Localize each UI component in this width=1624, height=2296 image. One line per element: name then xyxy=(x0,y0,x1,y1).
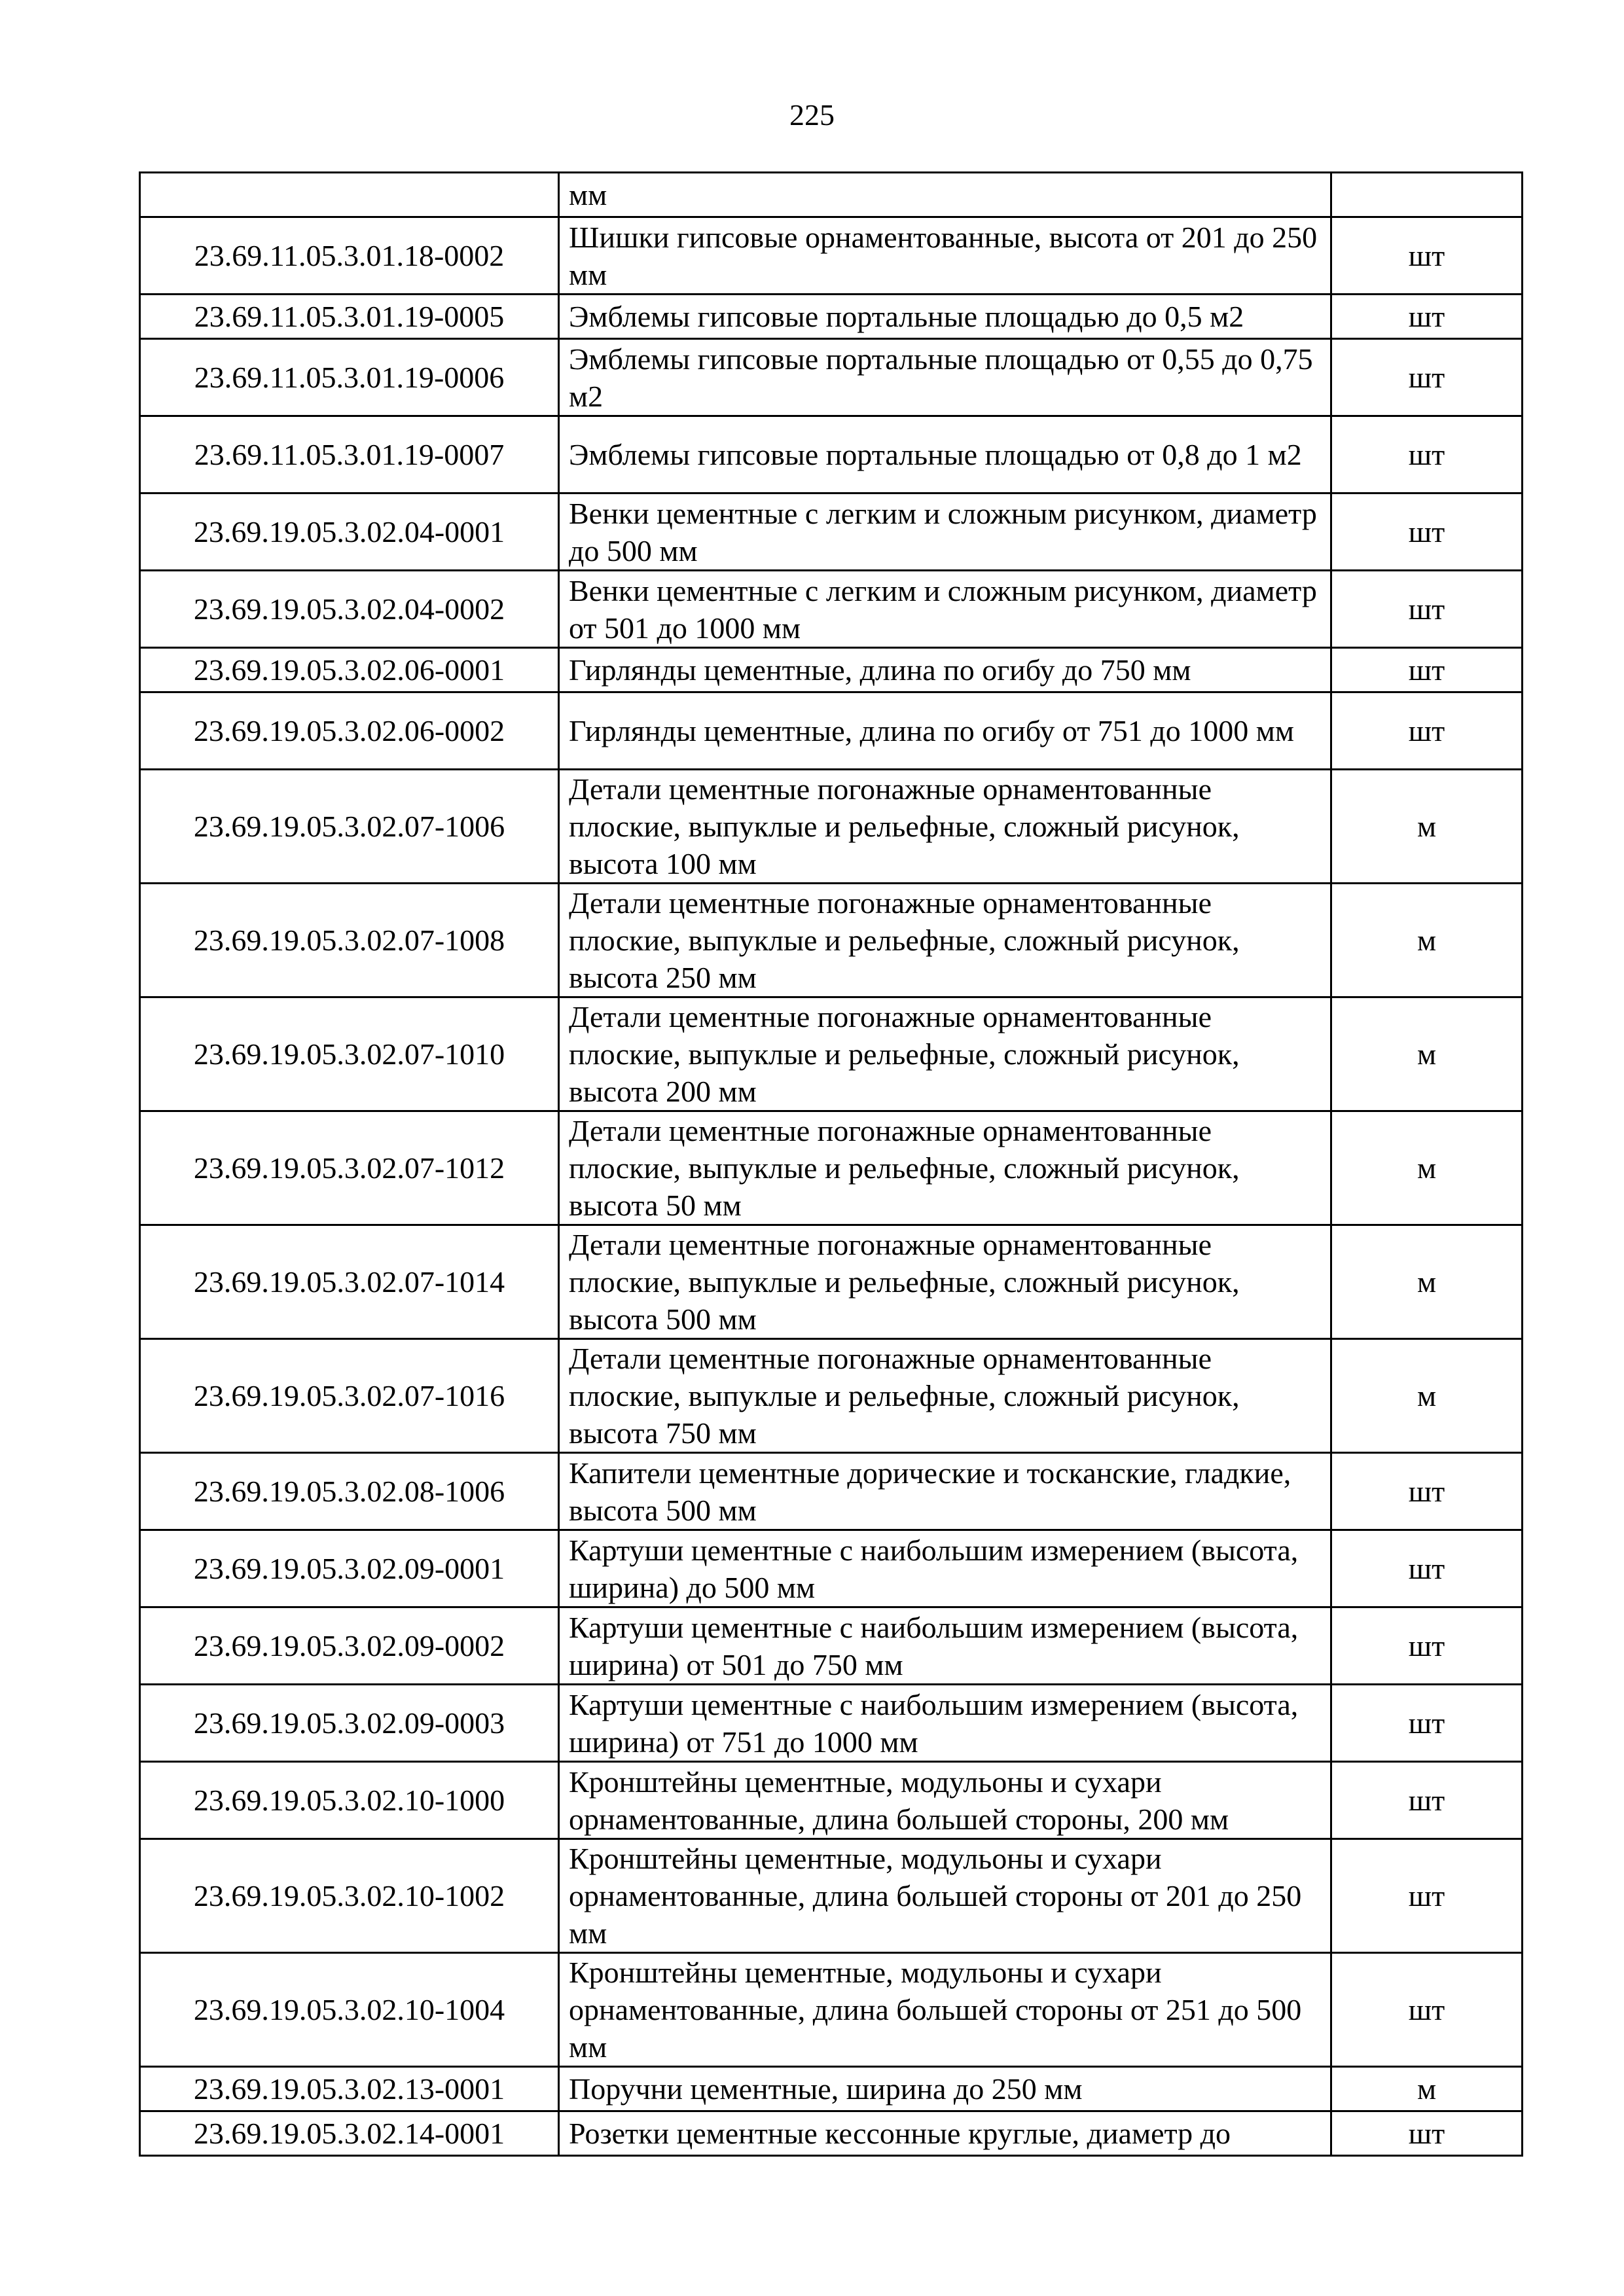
unit-cell: шт xyxy=(1331,493,1523,571)
table-row xyxy=(140,173,1523,217)
page-number: 225 xyxy=(789,98,835,132)
unit-cell: шт xyxy=(1331,1839,1523,1953)
table-row xyxy=(140,997,1523,1111)
unit-cell: шт xyxy=(1331,571,1523,648)
code-cell: 23.69.19.05.3.02.09-0001 xyxy=(140,1530,559,1607)
unit-cell: м xyxy=(1331,1225,1523,1339)
code-cell: 23.69.19.05.3.02.07-1012 xyxy=(140,1111,559,1225)
code-cell: 23.69.19.05.3.02.06-0002 xyxy=(140,692,559,770)
unit-cell: шт xyxy=(1331,648,1523,692)
name-cell: Картуши цементные с наибольшим измерением (высота, ширина) до 500 мм xyxy=(559,1530,1331,1607)
resource-table xyxy=(139,171,1523,2157)
name-cell: Эмблемы гипсовые портальные площадью от 0,8 до 1 м2 xyxy=(559,416,1331,493)
table-row xyxy=(140,217,1523,295)
table-row xyxy=(140,2067,1523,2111)
name-cell: Картуши цементные с наибольшим измерением (высота, ширина) от 501 до 750 мм xyxy=(559,1607,1331,1685)
code-cell: 23.69.19.05.3.02.10-1004 xyxy=(140,1953,559,2067)
code-cell: 23.69.11.05.3.01.19-0005 xyxy=(140,295,559,339)
table-row xyxy=(140,416,1523,493)
code-cell: 23.69.19.05.3.02.10-1000 xyxy=(140,1762,559,1839)
table-row xyxy=(140,648,1523,692)
unit-cell: шт xyxy=(1331,1453,1523,1530)
name-cell: Гирлянды цементные, длина по огибу от 751 до 1000 мм xyxy=(559,692,1331,770)
table-row xyxy=(140,1607,1523,1685)
name-cell: Шишки гипсовые орнаментованные, высота от 201 до 250 мм xyxy=(559,217,1331,295)
code-cell: 23.69.19.05.3.02.14-0001 xyxy=(140,2111,559,2156)
name-cell: Венки цементные с легким и сложным рисунком, диаметр от 501 до 1000 мм xyxy=(559,571,1331,648)
code-cell: 23.69.19.05.3.02.09-0003 xyxy=(140,1685,559,1762)
code-cell: 23.69.19.05.3.02.04-0001 xyxy=(140,493,559,571)
name-cell: Капители цементные дорические и тосканские, гладкие, высота 500 мм xyxy=(559,1453,1331,1530)
unit-cell: шт xyxy=(1331,1607,1523,1685)
table-row xyxy=(140,770,1523,884)
name-cell: Эмблемы гипсовые портальные площадью от 0,55 до 0,75 м2 xyxy=(559,339,1331,416)
table-row xyxy=(140,1762,1523,1839)
table-row xyxy=(140,1953,1523,2067)
table-row xyxy=(140,339,1523,416)
unit-cell: шт xyxy=(1331,295,1523,339)
unit-cell: м xyxy=(1331,1339,1523,1453)
name-cell: Гирлянды цементные, длина по огибу до 750 мм xyxy=(559,648,1331,692)
table-row xyxy=(140,1111,1523,1225)
name-cell: Венки цементные с легким и сложным рисунком, диаметр до 500 мм xyxy=(559,493,1331,571)
name-cell: Кронштейны цементные, модульоны и сухари орнаментованные, длина большей стороны от 251 до 500 мм xyxy=(559,1953,1331,2067)
name-cell: Детали цементные погонажные орнаментованные плоские, выпуклые и рельефные, сложный рисунок, высота 750 мм xyxy=(559,1339,1331,1453)
code-cell: 23.69.19.05.3.02.07-1010 xyxy=(140,997,559,1111)
table-row xyxy=(140,1685,1523,1762)
name-cell: Детали цементные погонажные орнаментованные плоские, выпуклые и рельефные, сложный рисунок, высота 200 мм xyxy=(559,997,1331,1111)
unit-cell: шт xyxy=(1331,692,1523,770)
name-cell: Кронштейны цементные, модульоны и сухари орнаментованные, длина большей стороны от 201 до 250 мм xyxy=(559,1839,1331,1953)
name-cell: Розетки цементные кессонные круглые, диаметр до xyxy=(559,2111,1331,2156)
code-cell: 23.69.19.05.3.02.07-1014 xyxy=(140,1225,559,1339)
code-cell: 23.69.19.05.3.02.07-1008 xyxy=(140,884,559,997)
unit-cell: м xyxy=(1331,2067,1523,2111)
name-cell: Детали цементные погонажные орнаментованные плоские, выпуклые и рельефные, сложный рисунок, высота 100 мм xyxy=(559,770,1331,884)
code-cell: 23.69.19.05.3.02.07-1006 xyxy=(140,770,559,884)
unit-cell: м xyxy=(1331,884,1523,997)
unit-cell xyxy=(1331,173,1523,217)
table-row xyxy=(140,884,1523,997)
table-body xyxy=(140,173,1523,2156)
name-cell: Кронштейны цементные, модульоны и сухари орнаментованные, длина большей стороны, 200 мм xyxy=(559,1762,1331,1839)
name-cell: Детали цементные погонажные орнаментованные плоские, выпуклые и рельефные, сложный рисунок, высота 50 мм xyxy=(559,1111,1331,1225)
unit-cell: шт xyxy=(1331,416,1523,493)
table-row xyxy=(140,692,1523,770)
code-cell: 23.69.19.05.3.02.09-0002 xyxy=(140,1607,559,1685)
unit-cell: шт xyxy=(1331,1953,1523,2067)
table-row xyxy=(140,295,1523,339)
unit-cell: шт xyxy=(1331,2111,1523,2156)
unit-cell: м xyxy=(1331,1111,1523,1225)
table-row xyxy=(140,1530,1523,1607)
code-cell: 23.69.19.05.3.02.07-1016 xyxy=(140,1339,559,1453)
code-cell: 23.69.19.05.3.02.04-0002 xyxy=(140,571,559,648)
table-row xyxy=(140,1339,1523,1453)
unit-cell: м xyxy=(1331,770,1523,884)
table-row xyxy=(140,1453,1523,1530)
table-row xyxy=(140,571,1523,648)
unit-cell: шт xyxy=(1331,217,1523,295)
name-cell: Детали цементные погонажные орнаментованные плоские, выпуклые и рельефные, сложный рисунок, высота 500 мм xyxy=(559,1225,1331,1339)
code-cell: 23.69.19.05.3.02.10-1002 xyxy=(140,1839,559,1953)
code-cell: 23.69.11.05.3.01.19-0007 xyxy=(140,416,559,493)
unit-cell: м xyxy=(1331,997,1523,1111)
code-cell: 23.69.11.05.3.01.19-0006 xyxy=(140,339,559,416)
table-row xyxy=(140,1225,1523,1339)
code-cell: 23.69.19.05.3.02.06-0001 xyxy=(140,648,559,692)
code-cell xyxy=(140,173,559,217)
table-row xyxy=(140,2111,1523,2156)
unit-cell: шт xyxy=(1331,1685,1523,1762)
name-cell: мм xyxy=(559,173,1331,217)
code-cell: 23.69.11.05.3.01.18-0002 xyxy=(140,217,559,295)
code-cell: 23.69.19.05.3.02.13-0001 xyxy=(140,2067,559,2111)
name-cell: Эмблемы гипсовые портальные площадью до 0,5 м2 xyxy=(559,295,1331,339)
name-cell: Детали цементные погонажные орнаментованные плоские, выпуклые и рельефные, сложный рисунок, высота 250 мм xyxy=(559,884,1331,997)
code-cell: 23.69.19.05.3.02.08-1006 xyxy=(140,1453,559,1530)
unit-cell: шт xyxy=(1331,1762,1523,1839)
table-row xyxy=(140,493,1523,571)
table-row xyxy=(140,1839,1523,1953)
unit-cell: шт xyxy=(1331,1530,1523,1607)
unit-cell: шт xyxy=(1331,339,1523,416)
name-cell: Поручни цементные, ширина до 250 мм xyxy=(559,2067,1331,2111)
name-cell: Картуши цементные с наибольшим измерением (высота, ширина) от 751 до 1000 мм xyxy=(559,1685,1331,1762)
